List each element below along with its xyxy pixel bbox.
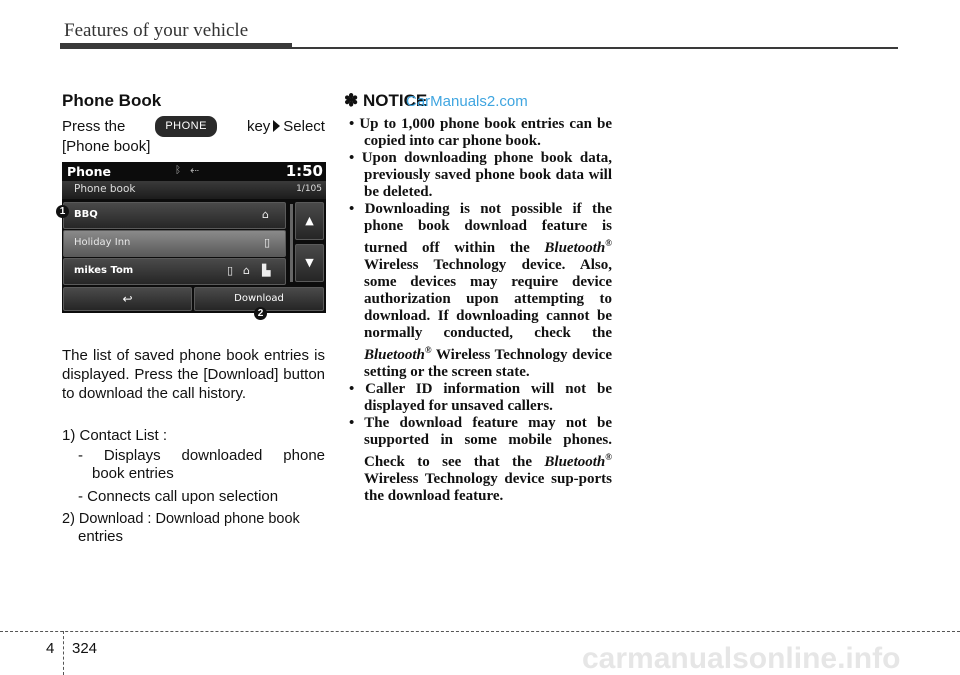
list-subitem: - Connects call upon selection <box>78 488 279 505</box>
triangle-down-icon: ▼ <box>305 256 314 269</box>
instruction <box>62 116 325 156</box>
phone-key-badge: PHONE <box>155 116 217 137</box>
list-item-cont: entries <box>78 528 124 545</box>
contact-name: Holiday Inn <box>74 237 131 248</box>
list-subitem-cont: book entries <box>92 465 174 482</box>
footer-divider <box>63 631 64 675</box>
screen-subheader-label: Phone book <box>74 183 136 195</box>
screen-clock: 1:50 <box>285 162 323 180</box>
back-button[interactable] <box>63 287 192 311</box>
list-item: 2) Download : Download phone book <box>62 511 300 527</box>
page-header-title: Features of your vehicle <box>64 20 249 41</box>
triangle-up-icon: ▲ <box>305 214 314 227</box>
watermark: CarManuals2.com <box>406 93 528 110</box>
screen-subheader <box>62 181 326 199</box>
page-number: 324 <box>72 640 98 657</box>
description-paragraph: The list of saved phone book entries is displayed. Press the [Download] button to download the call history. <box>62 347 325 402</box>
usb-icon: ⇠ <box>190 164 200 177</box>
mobile-icon: ▯ <box>227 264 234 277</box>
back-arrow-icon: ↩ <box>122 292 133 306</box>
notice-item: • The download feature may not be supported in some mobile phones. Check to see that the Bluetooth® Wireless Technology device sup-ports the download feature. <box>349 415 612 504</box>
contact-row[interactable] <box>63 258 286 285</box>
download-button[interactable]: Download <box>194 287 324 311</box>
instruction-line2: [Phone book] <box>62 138 151 155</box>
callout-2: 2 <box>254 307 267 320</box>
mobile-icon: ▯ <box>264 236 271 249</box>
header-rule-thick <box>60 43 292 49</box>
callout-1: 1 <box>56 205 69 218</box>
notice-item: • Upon downloading phone book data, previously saved phone book data will be deleted. <box>349 150 612 200</box>
contact-name: BBQ <box>74 209 98 220</box>
home-icon: ⌂ <box>262 208 269 221</box>
footer-watermark: carmanualsonline.info <box>582 642 901 675</box>
scroll-down-button[interactable] <box>295 244 324 282</box>
contact-row[interactable] <box>63 202 286 229</box>
feature-list <box>62 427 325 546</box>
notice-item: • Up to 1,000 phone book entries can be copied into car phone book. <box>349 116 612 149</box>
screen-title: Phone <box>67 164 112 179</box>
notice-title: ✽ NOTICE <box>344 91 428 110</box>
notice-item: • Caller ID information will not be displayed for unsaved callers. <box>349 381 612 414</box>
section-title: Phone Book <box>62 91 162 110</box>
office-icon: ▙ <box>262 264 271 277</box>
list-item: 1) Contact List : <box>62 427 168 444</box>
scroll-up-button[interactable] <box>295 202 324 240</box>
scrollbar[interactable] <box>290 204 293 282</box>
bluetooth-icon: ᛒ <box>175 165 181 176</box>
arrow-right-icon <box>273 120 280 132</box>
header-rule-thin <box>292 47 898 49</box>
entry-count: 1/105 <box>296 184 322 194</box>
chapter-number: 4 <box>46 640 55 657</box>
notice-item: • Downloading is not possible if the phone book download feature is turned off within the Bluetooth® Wireless Technology device. Also, some devices may require device authorization upon attempting to download. If downloading cannot be normally conducted, check the Bluetooth® Wireless Technology device setting or the screen state. <box>349 201 613 380</box>
contact-name: mikes Tom <box>74 265 134 276</box>
list-subitem: - Displays downloaded phone <box>78 447 325 464</box>
notice-list <box>344 116 612 505</box>
contact-row[interactable] <box>63 230 286 257</box>
phonebook-screen <box>62 162 326 313</box>
home-icon: ⌂ <box>243 264 250 277</box>
instruction-key: key Select <box>246 118 325 135</box>
instruction-line1 <box>62 116 325 137</box>
instruction-press: Press the <box>62 118 126 135</box>
footer-rule <box>0 631 960 632</box>
